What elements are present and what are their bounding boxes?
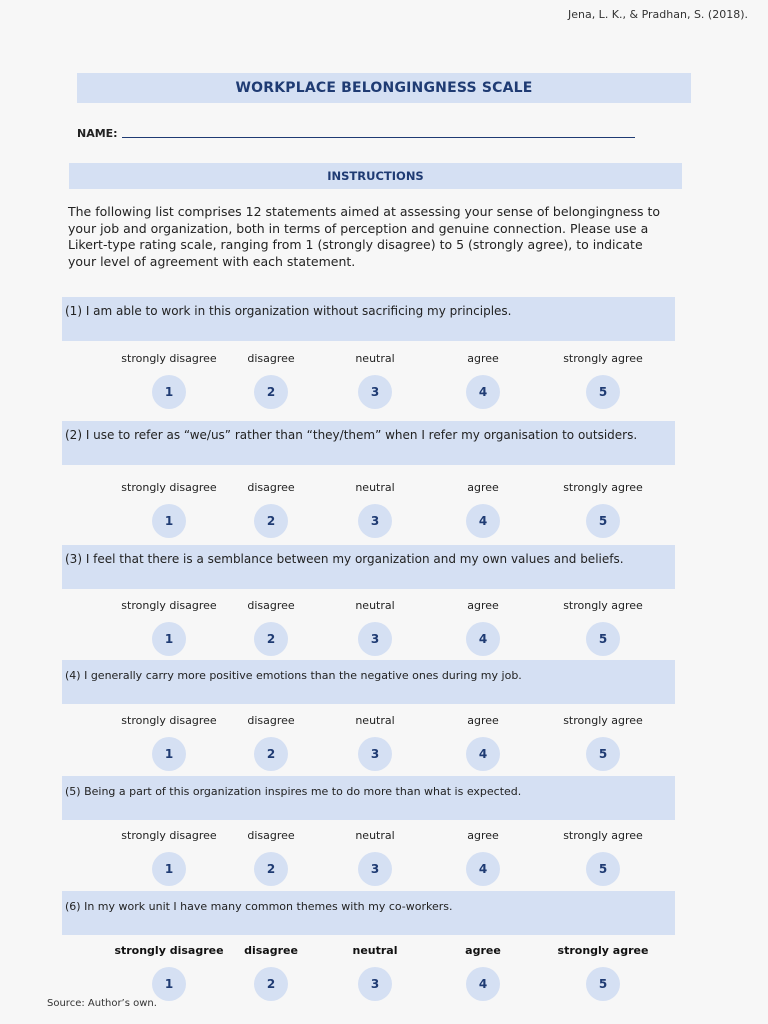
likert-option-label: strongly agree (563, 352, 643, 365)
likert-option-label: strongly disagree (121, 481, 217, 494)
likert-option-label: strongly disagree (121, 599, 217, 612)
likert-option (211, 481, 331, 538)
likert-option-label: agree (467, 599, 499, 612)
instructions-banner (69, 163, 682, 189)
likert-option-button[interactable]: 5 (586, 504, 620, 538)
likert-option (423, 352, 543, 409)
likert-option-label: strongly disagree (121, 714, 217, 727)
likert-scale (0, 599, 768, 659)
likert-option (543, 829, 663, 886)
likert-scale (0, 714, 768, 774)
likert-option-button[interactable]: 3 (358, 852, 392, 886)
title-banner (77, 73, 691, 103)
likert-option (211, 829, 331, 886)
likert-scale (0, 481, 768, 541)
likert-option-label: strongly agree (563, 599, 643, 612)
likert-option-button[interactable]: 5 (586, 967, 620, 1001)
likert-option (423, 599, 543, 656)
likert-option-button[interactable]: 3 (358, 737, 392, 771)
source-note: Source: Author’s own. (47, 998, 157, 1009)
likert-option (543, 714, 663, 771)
likert-option-button[interactable]: 1 (152, 967, 186, 1001)
question-text: (2) I use to refer as “we/us” rather than “they/them” when I refer my organisation to outsiders. (65, 428, 638, 442)
likert-option-label: neutral (352, 944, 398, 957)
question-text: (5) Being a part of this organization inspires me to do more than what is expected. (65, 785, 522, 798)
likert-option (315, 352, 435, 409)
likert-option-label: disagree (247, 481, 295, 494)
likert-option (423, 829, 543, 886)
likert-option-button[interactable]: 4 (466, 967, 500, 1001)
likert-option-button[interactable]: 4 (466, 375, 500, 409)
name-input-line[interactable] (122, 137, 635, 138)
question-text: (6) In my work unit I have many common themes with my co-workers. (65, 900, 453, 913)
likert-option-label: neutral (355, 352, 395, 365)
likert-option (211, 944, 331, 1001)
likert-option-label: strongly disagree (121, 352, 217, 365)
name-label: NAME: (77, 127, 118, 140)
likert-option-label: disagree (247, 352, 295, 365)
likert-option-label: strongly disagree (114, 944, 224, 957)
likert-option-button[interactable]: 2 (254, 622, 288, 656)
likert-option-button[interactable]: 3 (358, 375, 392, 409)
likert-option-button[interactable]: 2 (254, 504, 288, 538)
likert-option-button[interactable]: 4 (466, 852, 500, 886)
question-bar (62, 297, 675, 341)
likert-option (315, 829, 435, 886)
likert-option-label: agree (467, 829, 499, 842)
likert-option-label: disagree (244, 944, 298, 957)
likert-option-button[interactable]: 4 (466, 504, 500, 538)
question-text: (1) I am able to work in this organization without sacrificing my principles. (65, 304, 512, 318)
name-field-row (77, 124, 635, 140)
likert-option-label: strongly disagree (121, 829, 217, 842)
question-bar (62, 421, 675, 465)
question-bar (62, 660, 675, 704)
likert-option-button[interactable]: 4 (466, 622, 500, 656)
likert-option-button[interactable]: 2 (254, 967, 288, 1001)
likert-option-label: disagree (247, 599, 295, 612)
likert-option (315, 714, 435, 771)
likert-option (543, 481, 663, 538)
question-text: (3) I feel that there is a semblance between my organization and my own values and beliefs. (65, 552, 624, 566)
likert-option (423, 944, 543, 1001)
likert-option (211, 352, 331, 409)
likert-option-button[interactable]: 2 (254, 737, 288, 771)
likert-scale (0, 352, 768, 412)
likert-option-label: agree (467, 714, 499, 727)
likert-option-label: strongly agree (563, 829, 643, 842)
likert-option-button[interactable]: 1 (152, 622, 186, 656)
instructions-text: The following list comprises 12 statements aimed at assessing your sense of belongingness to your job and organization, both in terms of perception and genuine connection. Please use a Likert-type rating scale, ranging from 1 (strongly disagree) to 5 (strongly agree), to indicate your level of agreement with each statement. (68, 204, 661, 269)
likert-option (211, 714, 331, 771)
likert-option (211, 599, 331, 656)
likert-option-button[interactable]: 1 (152, 737, 186, 771)
likert-option-button[interactable]: 1 (152, 375, 186, 409)
citation: Jena, L. K., & Pradhan, S. (2018). (567, 8, 748, 21)
likert-option-label: agree (465, 944, 501, 957)
likert-option-button[interactable]: 3 (358, 967, 392, 1001)
likert-option-label: neutral (355, 714, 395, 727)
likert-option-button[interactable]: 5 (586, 737, 620, 771)
likert-option-label: strongly agree (563, 714, 643, 727)
likert-option (543, 599, 663, 656)
likert-option-button[interactable]: 5 (586, 375, 620, 409)
page-title: WORKPLACE BELONGINGNESS SCALE (235, 80, 533, 96)
likert-option-label: disagree (247, 714, 295, 727)
likert-option-button[interactable]: 3 (358, 622, 392, 656)
likert-option-button[interactable]: 2 (254, 375, 288, 409)
likert-option-button[interactable]: 1 (152, 852, 186, 886)
likert-option (543, 944, 663, 1001)
likert-option-label: strongly agree (557, 944, 649, 957)
question-bar (62, 545, 675, 589)
question-text: (4) I generally carry more positive emotions than the negative ones during my job. (65, 669, 522, 682)
likert-option-button[interactable]: 1 (152, 504, 186, 538)
likert-option-label: neutral (355, 481, 395, 494)
likert-option-button[interactable]: 4 (466, 737, 500, 771)
likert-option-button[interactable]: 3 (358, 504, 392, 538)
likert-option (315, 599, 435, 656)
likert-option-label: agree (467, 352, 499, 365)
question-bar (62, 776, 675, 820)
likert-option-button[interactable]: 2 (254, 852, 288, 886)
likert-option (423, 714, 543, 771)
likert-scale (0, 944, 768, 1004)
likert-option (543, 352, 663, 409)
instructions-heading: INSTRUCTIONS (327, 169, 424, 183)
likert-scale (0, 829, 768, 889)
question-bar (62, 891, 675, 935)
likert-option-label: neutral (355, 829, 395, 842)
likert-option-label: disagree (247, 829, 295, 842)
likert-option-button[interactable]: 5 (586, 852, 620, 886)
likert-option (315, 944, 435, 1001)
likert-option-label: agree (467, 481, 499, 494)
likert-option (423, 481, 543, 538)
likert-option (315, 481, 435, 538)
likert-option-label: neutral (355, 599, 395, 612)
likert-option-button[interactable]: 5 (586, 622, 620, 656)
likert-option-label: strongly agree (563, 481, 643, 494)
